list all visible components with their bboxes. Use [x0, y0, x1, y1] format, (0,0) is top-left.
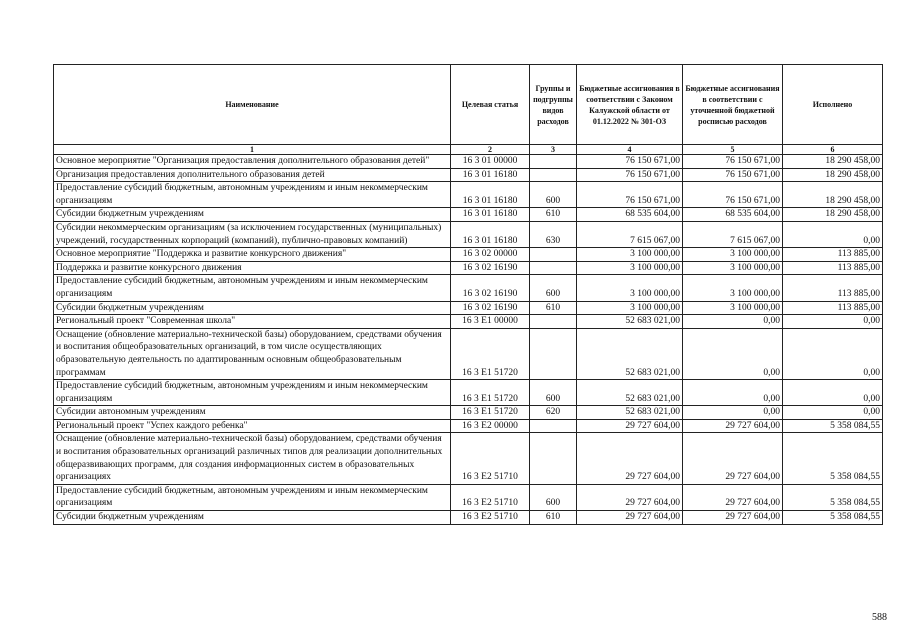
- row-revised-allocation-cell: 29 727 604,00: [683, 419, 783, 433]
- row-law-allocation-cell: 29 727 604,00: [577, 433, 683, 484]
- table-row: [54, 484, 883, 510]
- row-law-allocation-cell: 29 727 604,00: [577, 419, 683, 433]
- row-name-cell: Субсидии бюджетным учреждениям: [54, 511, 451, 525]
- row-law-allocation-cell: 3 100 000,00: [577, 275, 683, 301]
- table-row: [54, 275, 883, 301]
- row-law-allocation-cell: 29 727 604,00: [577, 484, 683, 510]
- row-executed-cell: 18 290 458,00: [783, 182, 883, 208]
- row-executed-cell: 18 290 458,00: [783, 155, 883, 169]
- header-target-article: Целевая статья: [451, 65, 530, 145]
- row-expense-group-cell: 600: [530, 380, 577, 406]
- row-law-allocation-cell: 52 683 021,00: [577, 406, 683, 420]
- column-number: 1: [54, 145, 451, 155]
- row-name-cell: Региональный проект "Современная школа": [54, 315, 451, 329]
- row-executed-cell: 113 885,00: [783, 248, 883, 262]
- row-executed-cell: 18 290 458,00: [783, 208, 883, 222]
- row-revised-allocation-cell: 0,00: [683, 315, 783, 329]
- row-expense-group-cell: [530, 419, 577, 433]
- row-revised-allocation-cell: 3 100 000,00: [683, 261, 783, 275]
- table-row: [54, 208, 883, 222]
- row-target-article-cell: 16 3 01 00000: [451, 155, 530, 169]
- row-target-article-cell: 16 3 02 16190: [451, 301, 530, 315]
- row-executed-cell: 18 290 458,00: [783, 168, 883, 182]
- row-target-article-cell: 16 3 E2 51710: [451, 433, 530, 484]
- row-target-article-cell: 16 3 01 16180: [451, 208, 530, 222]
- table-row: [54, 301, 883, 315]
- row-revised-allocation-cell: 29 727 604,00: [683, 484, 783, 510]
- row-expense-group-cell: [530, 328, 577, 379]
- row-law-allocation-cell: 76 150 671,00: [577, 182, 683, 208]
- row-revised-allocation-cell: 3 100 000,00: [683, 275, 783, 301]
- row-expense-group-cell: [530, 261, 577, 275]
- row-name-cell: Субсидии бюджетным учреждениям: [54, 208, 451, 222]
- row-executed-cell: 113 885,00: [783, 261, 883, 275]
- table-row: [54, 261, 883, 275]
- row-expense-group-cell: [530, 155, 577, 169]
- row-executed-cell: 0,00: [783, 406, 883, 420]
- header-expense-groups: Группы и подгруппы видов расходов: [530, 65, 577, 145]
- row-name-cell: Предоставление субсидий бюджетным, автономным учреждениям и иным некоммерческим организациям: [54, 380, 451, 406]
- budget-table: [53, 64, 883, 525]
- row-law-allocation-cell: 68 535 604,00: [577, 208, 683, 222]
- row-name-cell: Субсидии бюджетным учреждениям: [54, 301, 451, 315]
- row-law-allocation-cell: 3 100 000,00: [577, 261, 683, 275]
- header-name: Наименование: [54, 65, 451, 145]
- table-header-row: [54, 65, 883, 145]
- row-law-allocation-cell: 52 683 021,00: [577, 315, 683, 329]
- row-revised-allocation-cell: 29 727 604,00: [683, 433, 783, 484]
- row-target-article-cell: 16 3 02 16190: [451, 261, 530, 275]
- table-row: [54, 221, 883, 247]
- row-law-allocation-cell: 76 150 671,00: [577, 155, 683, 169]
- row-name-cell: Основное мероприятие "Организация предоставления дополнительного образования детей": [54, 155, 451, 169]
- row-law-allocation-cell: 3 100 000,00: [577, 301, 683, 315]
- row-expense-group-cell: 610: [530, 511, 577, 525]
- column-number: 2: [451, 145, 530, 155]
- row-executed-cell: 0,00: [783, 328, 883, 379]
- page-number: 588: [872, 612, 887, 623]
- row-name-cell: Предоставление субсидий бюджетным, автономным учреждениям и иным некоммерческим организациям: [54, 484, 451, 510]
- row-name-cell: Оснащение (обновление материально-технической базы) оборудованием, средствами обучения и воспитания общеобразовательных организаций, в том числе осуществляющих образовательную деятельность по адаптированным основным общеобразовательным программам: [54, 328, 451, 379]
- row-revised-allocation-cell: 0,00: [683, 380, 783, 406]
- row-name-cell: Оснащение (обновление материально-технической базы) оборудованием, средствами обучения и воспитания образовательных организаций различных типов для реализации дополнительных общеразвивающих программ, для создания информационных систем в образовательных организациях: [54, 433, 451, 484]
- row-revised-allocation-cell: 3 100 000,00: [683, 248, 783, 262]
- column-number-row: [54, 145, 883, 155]
- row-executed-cell: 113 885,00: [783, 301, 883, 315]
- row-expense-group-cell: 600: [530, 275, 577, 301]
- row-target-article-cell: 16 3 E2 51710: [451, 511, 530, 525]
- row-target-article-cell: 16 3 01 16180: [451, 221, 530, 247]
- table-row: [54, 380, 883, 406]
- row-revised-allocation-cell: 3 100 000,00: [683, 301, 783, 315]
- row-executed-cell: 113 885,00: [783, 275, 883, 301]
- row-name-cell: Субсидии некоммерческим организациям (за исключением государственных (муниципальных) учреждений, государственных корпораций (компаний), публично-правовых компаний): [54, 221, 451, 247]
- row-law-allocation-cell: 76 150 671,00: [577, 168, 683, 182]
- row-revised-allocation-cell: 0,00: [683, 406, 783, 420]
- table-row: [54, 248, 883, 262]
- row-target-article-cell: 16 3 E1 51720: [451, 380, 530, 406]
- row-name-cell: Предоставление субсидий бюджетным, автономным учреждениям и иным некоммерческим организациям: [54, 182, 451, 208]
- row-expense-group-cell: 610: [530, 301, 577, 315]
- row-executed-cell: 5 358 084,55: [783, 484, 883, 510]
- table-row: [54, 328, 883, 379]
- row-target-article-cell: 16 3 E2 51710: [451, 484, 530, 510]
- table-row: [54, 406, 883, 420]
- row-name-cell: Организация предоставления дополнительного образования детей: [54, 168, 451, 182]
- row-law-allocation-cell: 29 727 604,00: [577, 511, 683, 525]
- row-law-allocation-cell: 52 683 021,00: [577, 328, 683, 379]
- row-name-cell: Основное мероприятие "Поддержка и развитие конкурсного движения": [54, 248, 451, 262]
- table-row: [54, 168, 883, 182]
- row-target-article-cell: 16 3 E1 51720: [451, 328, 530, 379]
- column-number: 4: [577, 145, 683, 155]
- column-number: 5: [683, 145, 783, 155]
- row-name-cell: Поддержка и развитие конкурсного движения: [54, 261, 451, 275]
- header-law-allocations: Бюджетные ассигнования в соответствии с Законом Калужской области от 01.12.2022 № 301-ОЗ: [577, 65, 683, 145]
- row-law-allocation-cell: 3 100 000,00: [577, 248, 683, 262]
- row-expense-group-cell: [530, 315, 577, 329]
- row-revised-allocation-cell: 7 615 067,00: [683, 221, 783, 247]
- row-revised-allocation-cell: 76 150 671,00: [683, 182, 783, 208]
- row-expense-group-cell: 610: [530, 208, 577, 222]
- row-revised-allocation-cell: 29 727 604,00: [683, 511, 783, 525]
- row-target-article-cell: 16 3 02 16190: [451, 275, 530, 301]
- row-revised-allocation-cell: 0,00: [683, 328, 783, 379]
- row-name-cell: Субсидии автономным учреждениям: [54, 406, 451, 420]
- row-name-cell: Предоставление субсидий бюджетным, автономным учреждениям и иным некоммерческим организациям: [54, 275, 451, 301]
- row-executed-cell: 5 358 084,55: [783, 511, 883, 525]
- row-revised-allocation-cell: 68 535 604,00: [683, 208, 783, 222]
- row-executed-cell: 0,00: [783, 315, 883, 329]
- row-target-article-cell: 16 3 02 00000: [451, 248, 530, 262]
- row-target-article-cell: 16 3 E1 51720: [451, 406, 530, 420]
- row-revised-allocation-cell: 76 150 671,00: [683, 155, 783, 169]
- row-expense-group-cell: 600: [530, 182, 577, 208]
- row-target-article-cell: 16 3 01 16180: [451, 168, 530, 182]
- row-expense-group-cell: [530, 433, 577, 484]
- header-revised-allocations: Бюджетные ассигнования в соответствии с уточненной бюджетной росписью расходов: [683, 65, 783, 145]
- row-executed-cell: 0,00: [783, 221, 883, 247]
- row-expense-group-cell: 630: [530, 221, 577, 247]
- row-name-cell: Региональный проект "Успех каждого ребенка": [54, 419, 451, 433]
- table-row: [54, 155, 883, 169]
- column-number: 6: [783, 145, 883, 155]
- row-target-article-cell: 16 3 01 16180: [451, 182, 530, 208]
- row-expense-group-cell: 600: [530, 484, 577, 510]
- row-target-article-cell: 16 3 E2 00000: [451, 419, 530, 433]
- table-row: [54, 419, 883, 433]
- row-target-article-cell: 16 3 E1 00000: [451, 315, 530, 329]
- row-expense-group-cell: [530, 248, 577, 262]
- table-row: [54, 433, 883, 484]
- row-expense-group-cell: [530, 168, 577, 182]
- row-law-allocation-cell: 52 683 021,00: [577, 380, 683, 406]
- table-row: [54, 511, 883, 525]
- header-executed: Исполнено: [783, 65, 883, 145]
- row-law-allocation-cell: 7 615 067,00: [577, 221, 683, 247]
- table-body: [54, 155, 883, 525]
- row-executed-cell: 5 358 084,55: [783, 433, 883, 484]
- row-revised-allocation-cell: 76 150 671,00: [683, 168, 783, 182]
- table-row: [54, 182, 883, 208]
- table-row: [54, 315, 883, 329]
- row-executed-cell: 5 358 084,55: [783, 419, 883, 433]
- row-executed-cell: 0,00: [783, 380, 883, 406]
- row-expense-group-cell: 620: [530, 406, 577, 420]
- column-number: 3: [530, 145, 577, 155]
